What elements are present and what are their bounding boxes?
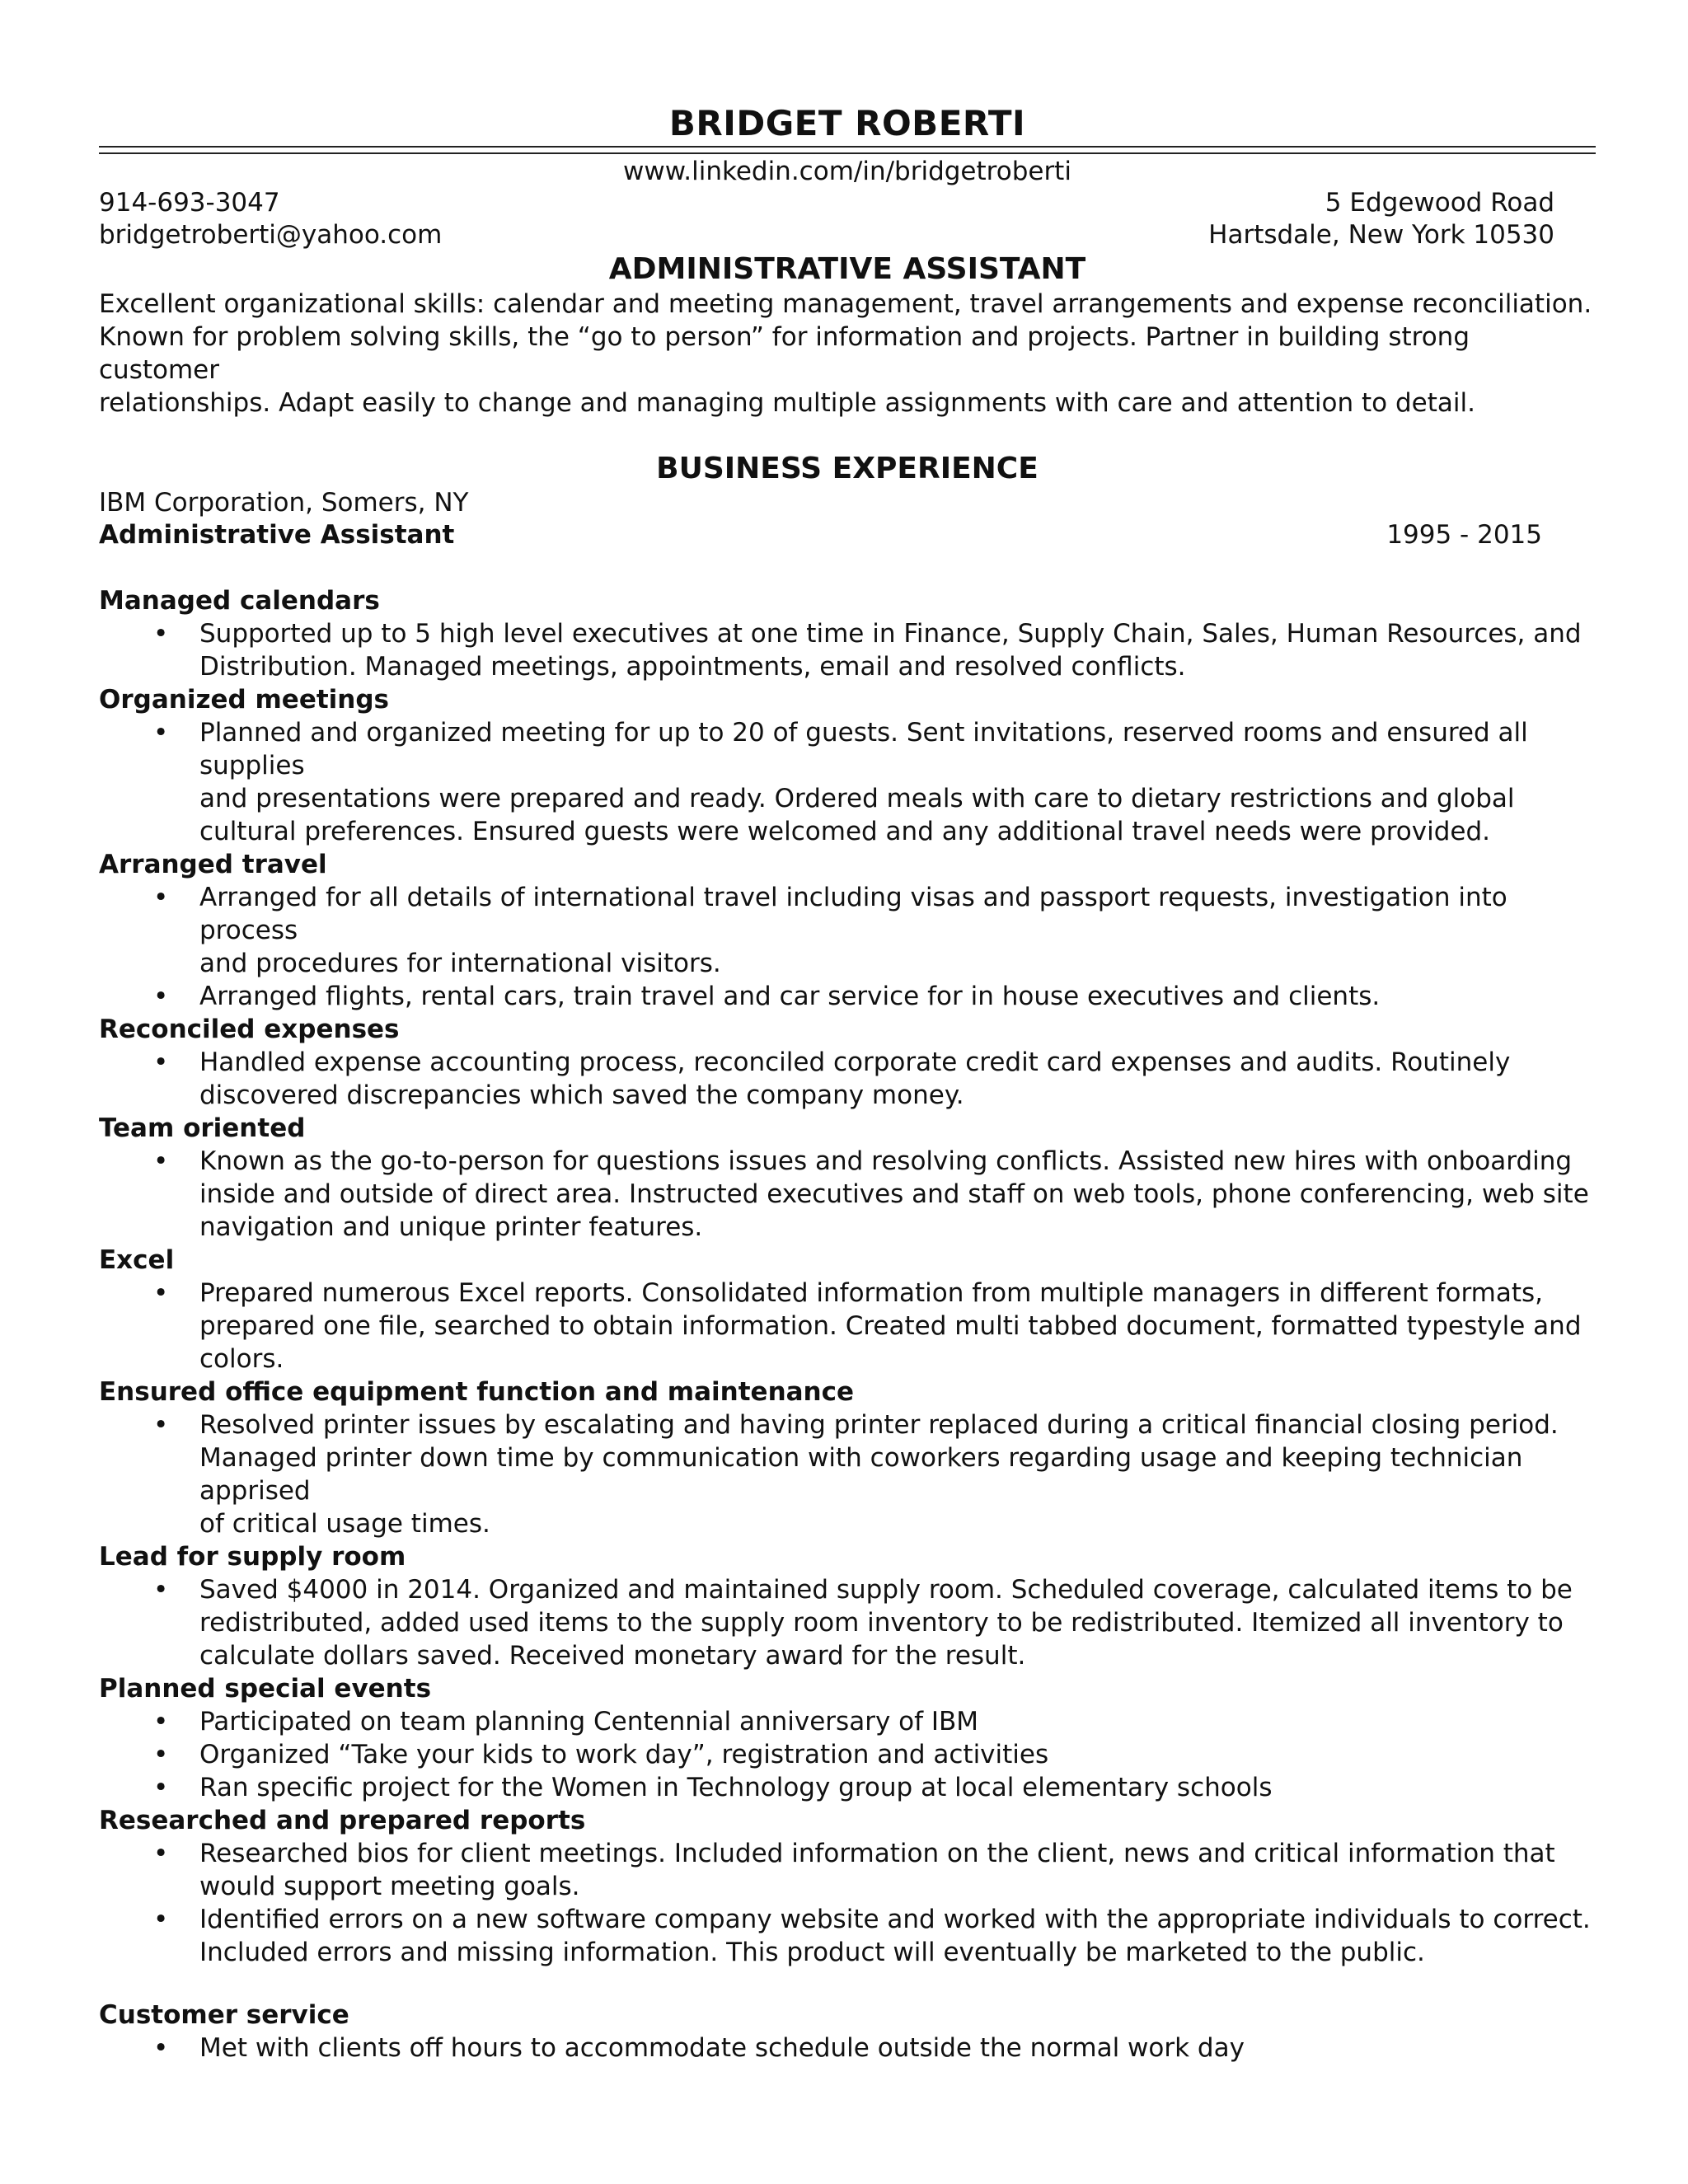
- bullet-icon: •: [153, 1740, 169, 1769]
- skill-block: [99, 1540, 1596, 1672]
- list-item: [99, 2032, 1596, 2064]
- bullet-list: [99, 716, 1596, 848]
- bullet-icon: •: [153, 1905, 169, 1934]
- skill-block: [99, 683, 1596, 848]
- bullet-icon: •: [153, 1047, 169, 1077]
- skill-block: [99, 1804, 1596, 1969]
- list-item: [99, 1837, 1596, 1903]
- contact-row-1: [99, 187, 1596, 219]
- job-dates: 1995 - 2015: [1386, 520, 1542, 550]
- address-street: 5 Edgewood Road: [1325, 188, 1554, 218]
- candidate-name: BRIDGET ROBERTI: [668, 103, 1026, 143]
- bullet-line: Prepared numerous Excel reports. Consolidated information from multiple managers in different formats,: [199, 1278, 1544, 1308]
- bullet-list: [99, 1277, 1596, 1376]
- bullet-icon: •: [153, 1707, 169, 1736]
- bullet-line: of critical usage times.: [199, 1509, 490, 1539]
- summary-line: relationships. Adapt easily to change and managing multiple assignments with care and attention to detail.: [99, 388, 1475, 418]
- bullet-list: [99, 1837, 1596, 1969]
- bullet-icon: •: [153, 1146, 169, 1176]
- skill-title: Team oriented: [99, 1113, 306, 1143]
- bullet-line: Supported up to 5 high level executives at one time in Finance, Supply Chain, Sales, Human Resources, and: [199, 619, 1582, 649]
- bullet-list: [99, 617, 1596, 683]
- bullet-line: Met with clients off hours to accommodate schedule outside the normal work day: [199, 2033, 1245, 2063]
- list-item: [99, 1903, 1596, 1969]
- list-item: [99, 1705, 1596, 1738]
- bullet-line: Participated on team planning Centennial anniversary of IBM: [199, 1707, 979, 1736]
- job-title: Administrative Assistant: [99, 520, 455, 550]
- employer: IBM Corporation, Somers, NY: [99, 488, 469, 518]
- bullet-list: [99, 2032, 1596, 2064]
- email-address[interactable]: bridgetroberti@yahoo.com: [99, 220, 443, 250]
- phone-number: 914-693-3047: [99, 188, 280, 218]
- bullet-icon: •: [153, 619, 169, 649]
- list-item: [99, 1573, 1596, 1672]
- summary-paragraph: [99, 288, 1596, 419]
- bullet-line: Researched bios for client meetings. Included information on the client, news and critical information that: [199, 1839, 1555, 1868]
- list-item: [99, 881, 1596, 980]
- skill-block: [99, 848, 1596, 1013]
- list-item: [99, 1277, 1596, 1376]
- linkedin-url[interactable]: www.linkedin.com/in/bridgetroberti: [623, 157, 1071, 186]
- skill-title: Organized meetings: [99, 685, 390, 715]
- bullet-icon: •: [153, 883, 169, 912]
- bullet-line: inside and outside of direct area. Instructed executives and staff on web tools, phone conferencing, web site: [199, 1179, 1589, 1209]
- skill-block: [99, 1013, 1596, 1112]
- bullet-icon: •: [153, 1839, 169, 1868]
- list-item: [99, 1046, 1596, 1112]
- bullet-icon: •: [153, 718, 169, 748]
- bullet-line: Organized “Take your kids to work day”, registration and activities: [199, 1740, 1049, 1769]
- bullet-line: Included errors and missing information. This product will eventually be marketed to the public.: [199, 1938, 1425, 1967]
- bullet-line: Ran specific project for the Women in Technology group at local elementary schools: [199, 1773, 1273, 1802]
- skill-block: [99, 1999, 1596, 2064]
- skill-title: Lead for supply room: [99, 1542, 406, 1572]
- bullet-line: Arranged flights, rental cars, train travel and car service for in house executives and clients.: [199, 982, 1381, 1011]
- bullet-list: [99, 1046, 1596, 1112]
- summary-heading: ADMINISTRATIVE ASSISTANT: [608, 252, 1086, 286]
- bullet-line: Known as the go-to-person for questions issues and resolving conflicts. Assisted new hires with onboarding: [199, 1146, 1573, 1176]
- skill-title: Excel: [99, 1245, 175, 1275]
- skill-block: [99, 1244, 1596, 1376]
- bullet-line: and procedures for international visitors.: [199, 949, 721, 978]
- list-item: [99, 1771, 1596, 1804]
- skill-title: Managed calendars: [99, 586, 380, 616]
- bullet-line: Distribution. Managed meetings, appointments, email and resolved conflicts.: [199, 652, 1186, 682]
- address-city: Hartsdale, New York 10530: [1208, 220, 1554, 250]
- bullet-line: Resolved printer issues by escalating and having printer replaced during a critical financial closing period.: [199, 1410, 1559, 1440]
- skill-block: [99, 1112, 1596, 1244]
- experience-heading: BUSINESS EXPERIENCE: [656, 452, 1039, 485]
- bullet-line: prepared one file, searched to obtain information. Created multi tabbed document, formatted typestyle and: [199, 1311, 1582, 1341]
- bullet-icon: •: [153, 982, 169, 1011]
- skill-title: Reconciled expenses: [99, 1015, 400, 1044]
- summary-line: Excellent organizational skills: calendar and meeting management, travel arrangements and expense reconciliation.: [99, 289, 1592, 319]
- skill-block: [99, 1672, 1596, 1804]
- summary-line: Known for problem solving skills, the “go to person” for information and projects. Partner in building strong customer: [99, 322, 1470, 385]
- bullet-list: [99, 881, 1596, 1013]
- bullet-line: colors.: [199, 1344, 284, 1374]
- skills-list: [99, 584, 1596, 2064]
- bullet-list: [99, 1705, 1596, 1804]
- list-item: [99, 1408, 1596, 1540]
- skill-title: Researched and prepared reports: [99, 1806, 586, 1835]
- skill-title: Customer service: [99, 2000, 349, 2030]
- bullet-line: and presentations were prepared and ready. Ordered meals with care to dietary restrictions and global: [199, 784, 1515, 813]
- bullet-icon: •: [153, 2033, 169, 2063]
- bullet-line: navigation and unique printer features.: [199, 1212, 703, 1242]
- bullet-line: Saved $4000 in 2014. Organized and maintained supply room. Scheduled coverage, calculated items to be: [199, 1575, 1573, 1605]
- bullet-line: redistributed, added used items to the supply room inventory to be redistributed. Itemized all inventory to: [199, 1608, 1564, 1638]
- skill-title: Ensured office equipment function and maintenance: [99, 1377, 855, 1407]
- list-item: [99, 980, 1596, 1013]
- bullet-line: calculate dollars saved. Received monetary award for the result.: [199, 1641, 1026, 1671]
- bullet-icon: •: [153, 1410, 169, 1440]
- skill-title: Arranged travel: [99, 850, 327, 879]
- skill-block: [99, 1376, 1596, 1540]
- job-row: [99, 519, 1596, 551]
- bullet-line: Managed printer down time by communication with coworkers regarding usage and keeping technician apprised: [199, 1443, 1523, 1506]
- bullet-list: [99, 1408, 1596, 1540]
- bullet-icon: •: [153, 1575, 169, 1605]
- skill-title: Planned special events: [99, 1674, 432, 1704]
- contact-row-2: [99, 219, 1596, 251]
- skill-block: [99, 584, 1596, 683]
- bullet-icon: •: [153, 1278, 169, 1308]
- bullet-line: would support meeting goals.: [199, 1872, 580, 1901]
- bullet-icon: •: [153, 1773, 169, 1802]
- bullet-line: discovered discrepancies which saved the company money.: [199, 1080, 964, 1110]
- list-item: [99, 1145, 1596, 1244]
- bullet-list: [99, 1573, 1596, 1672]
- bullet-line: Planned and organized meeting for up to 20 of guests. Sent invitations, reserved rooms and ensured all supplies: [199, 718, 1528, 780]
- list-item: [99, 617, 1596, 683]
- bullet-line: Arranged for all details of international travel including visas and passport requests, investigation into process: [199, 883, 1507, 945]
- list-item: [99, 1738, 1596, 1771]
- bullet-line: Handled expense accounting process, reconciled corporate credit card expenses and audits. Routinely: [199, 1047, 1511, 1077]
- bullet-list: [99, 1145, 1596, 1244]
- bullet-line: cultural preferences. Ensured guests were welcomed and any additional travel needs were provided.: [199, 817, 1490, 846]
- header-divider: [99, 146, 1596, 154]
- list-item: [99, 716, 1596, 848]
- bullet-line: Identified errors on a new software company website and worked with the appropriate individuals to correct.: [199, 1905, 1591, 1934]
